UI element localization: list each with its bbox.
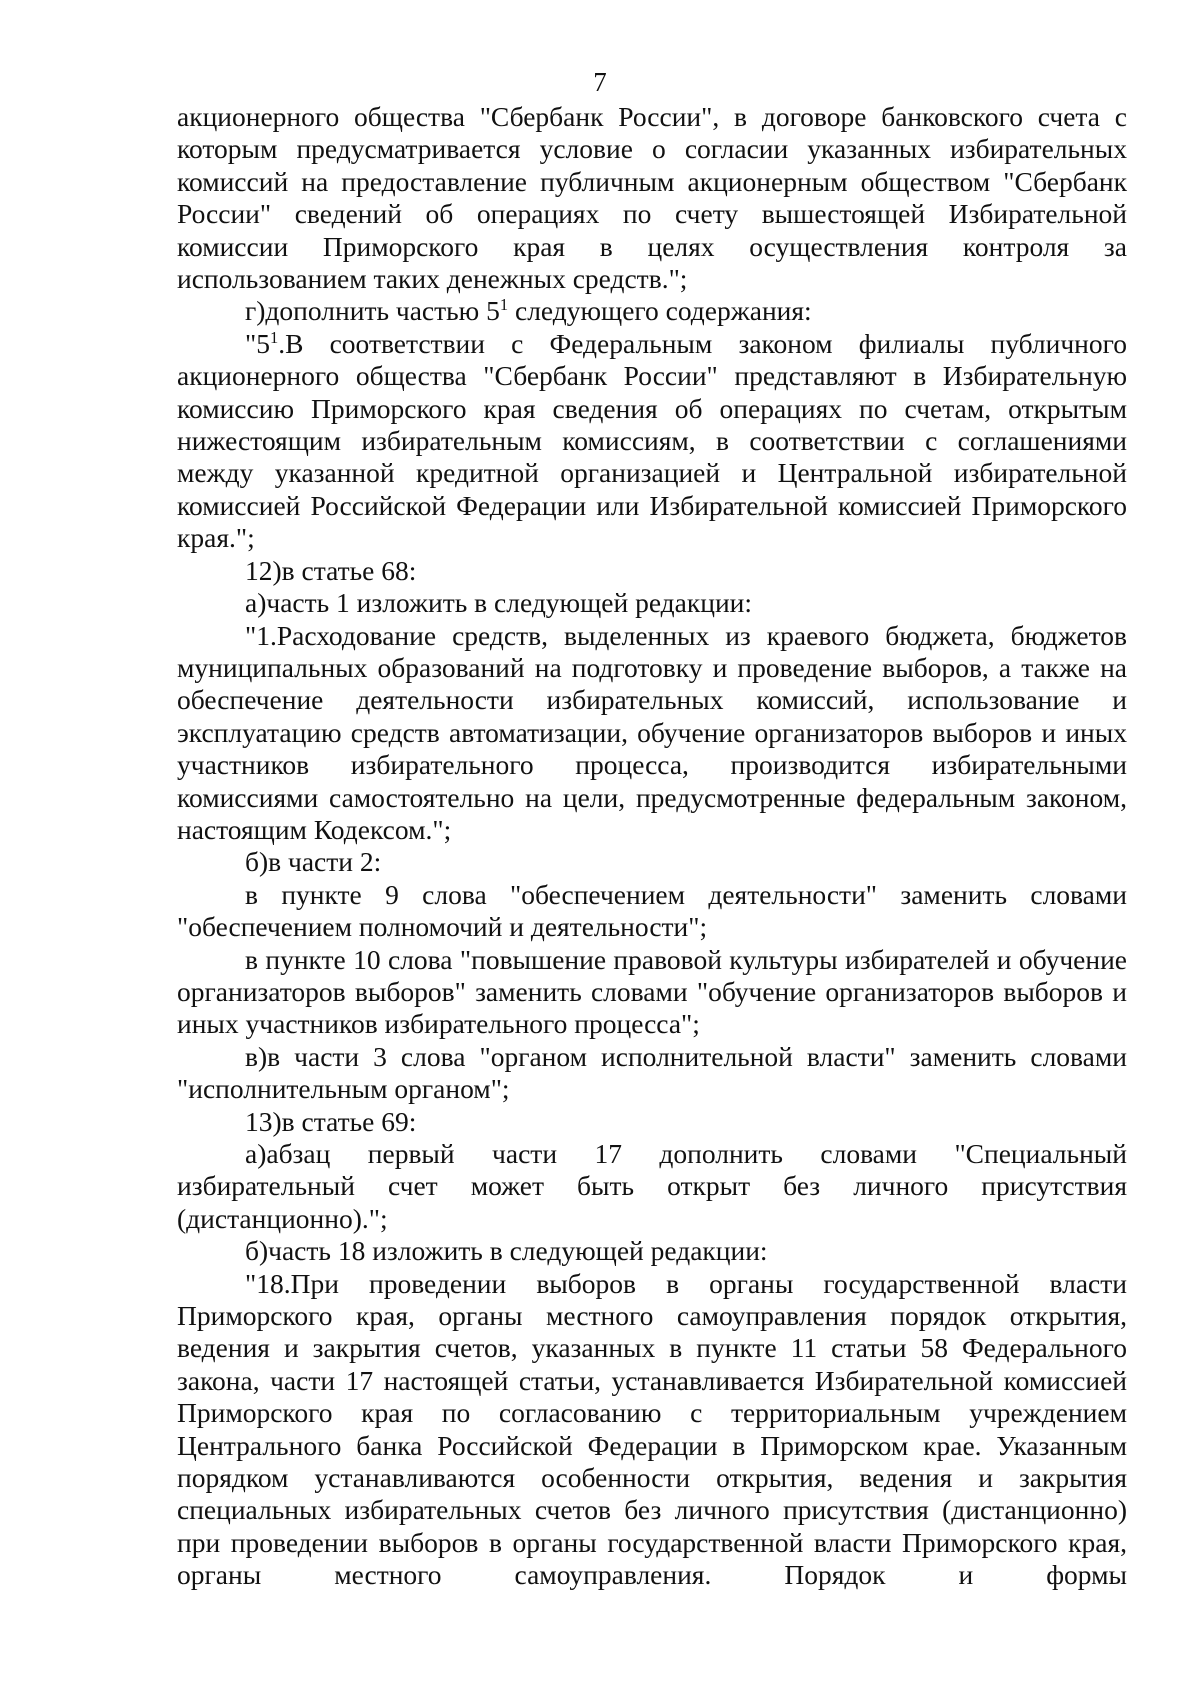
paragraph-text: г)дополнить частью 5 (245, 295, 500, 327)
page-number: 7 (593, 67, 607, 97)
paragraph: в пункте 9 слова "обеспечением деятельности" заменить словами "обеспечением полномочий и деятельности"; (177, 878, 1127, 943)
superscript: 1 (269, 327, 279, 347)
paragraph-text: .В соответствии с Федеральным законом филиалы публичного акционерного общества "Сбербанк России" представляют в Избирательную комиссию Приморского края сведения об операциях по счетам, открытым нижестоящим избирательным комиссиям, в соответствии с соглашениями между указанной кредитной организацией и Центральной избирательной комиссией Российской Федерации или Избирательной комиссией Приморского края."; (177, 327, 1127, 554)
paragraph (177, 295, 1127, 327)
paragraph-text: следующего содержания: (508, 295, 812, 327)
paragraph: "1.Расходование средств, выделенных из краевого бюджета, бюджетов муниципальных образований на подготовку и проведение выборов, а также на обеспечение деятельности избирательных комиссий, использование и эксплуатацию средств автоматизации, обучение организаторов выборов и иных участников избирательного процесса, производится избирательными комиссиями самостоятельно на цели, предусмотренные федеральным законом, настоящим Кодексом."; (177, 619, 1127, 845)
paragraph: б)часть 18 изложить в следующей редакции: (245, 1235, 768, 1267)
paragraph: а)абзац первый части 17 дополнить словами "Специальный избирательный счет может быть открыт без личного присутствия (дистанционно)."; (177, 1138, 1127, 1234)
paragraph: в)в части 3 слова "органом исполнительной власти" заменить словами "исполнительным органом"; (177, 1040, 1127, 1105)
paragraph: 13)в статье 69: (245, 1105, 417, 1137)
paragraph: "18.При проведении выборов в органы государственной власти Приморского края, органы местного самоуправления порядок открытия, ведения и закрытия счетов, указанных в пункте 11 статьи 58 Федерального закона, части 17 настоящей статьи, устанавливается Избирательной комиссией Приморского края по согласованию с территориальным учреждением Центрального банка Российской Федерации в Приморском крае. Указанным порядком устанавливаются особенности открытия, ведения и закрытия специальных избирательных счетов без личного присутствия (дистанционно) при проведении выборов в органы государственной власти Приморского края, органы местного самоуправления. Порядок и формы (177, 1267, 1127, 1591)
document-body (177, 101, 1127, 1592)
superscript: 1 (499, 295, 509, 315)
paragraph: 12)в статье 68: (245, 554, 417, 586)
paragraph (177, 328, 1127, 555)
paragraph: б)в части 2: (245, 846, 382, 878)
paragraph: а)часть 1 изложить в следующей редакции: (245, 587, 753, 619)
paragraph-text: "5 (245, 327, 270, 359)
paragraph: акционерного общества "Сбербанк России", в договоре банковского счета с которым предусматривается условие о согласии указанных избирательных комиссий на предоставление публичным акционерным обществом "Сбербанк России" сведений об операциях по счету вышестоящей Избирательной комиссии Приморского края в целях осуществления контроля за использованием таких денежных средств."; (177, 101, 1127, 295)
paragraph: в пункте 10 слова "повышение правовой культуры избирателей и обучение организаторов выборов" заменить словами "обучение организаторов выборов и иных участников избирательного процесса"; (177, 943, 1127, 1040)
